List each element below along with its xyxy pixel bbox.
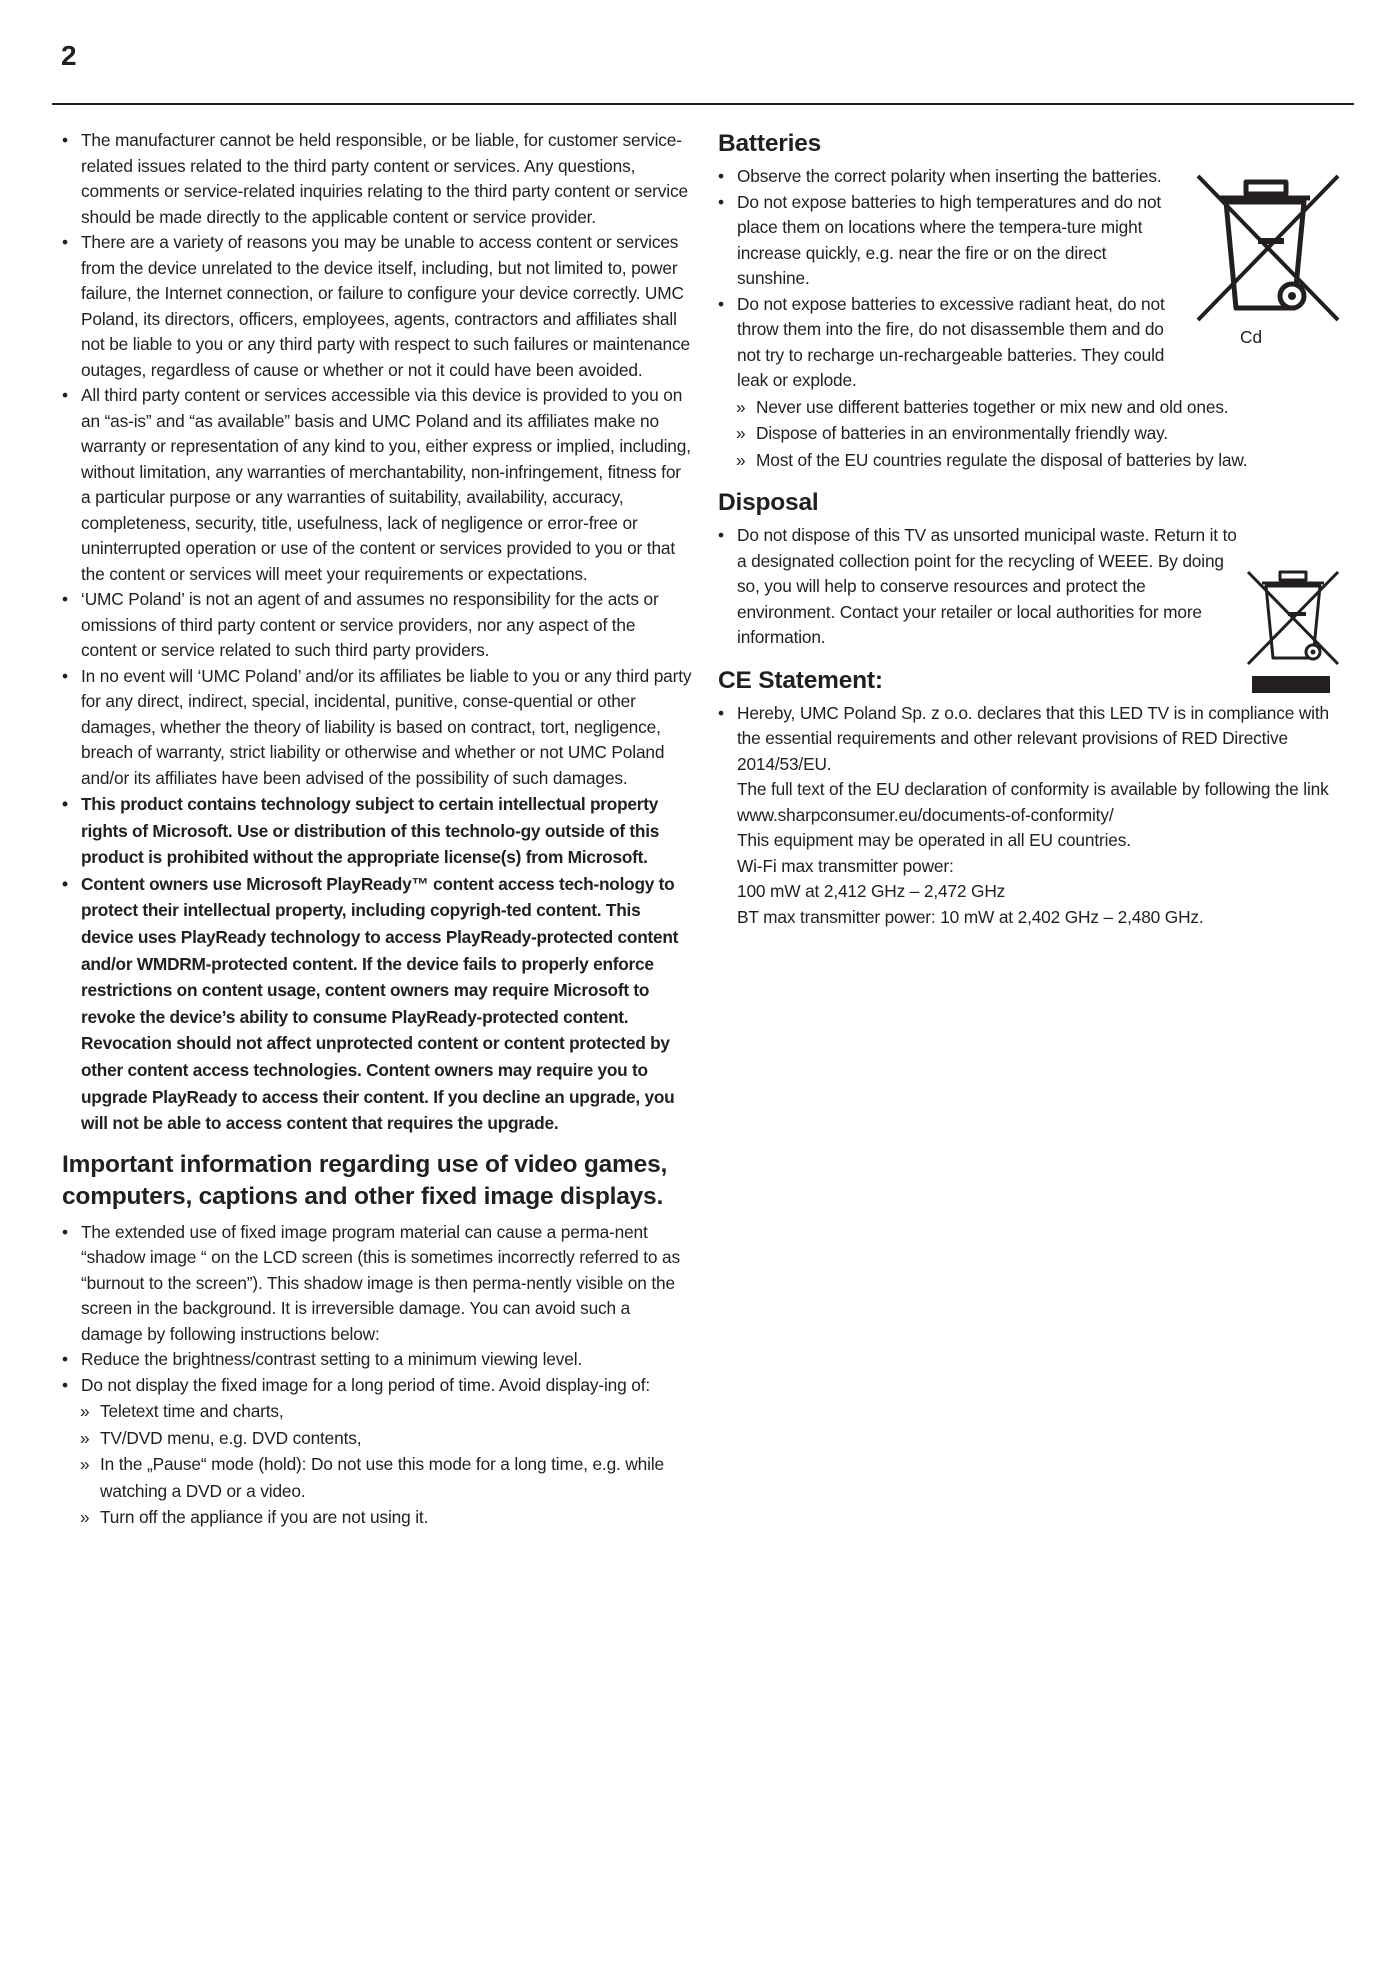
sub-list-item: » In the „Pause“ mode (hold): Do not use this mode for a long time, e.g. while watching a DVD or a video. xyxy=(62,1451,692,1504)
list-item: • Do not expose batteries to excessive radiant heat, do not throw them into the fire, do not disassemble them and do not try to recharge un-rechargeable batteries. They could leak or explode. xyxy=(718,292,1177,394)
list-item: • All third party content or services accessible via this device is provided to you on an “as-is” and “as available” basis and UMC Poland and its affiliates make no warranty or representation of any kind to you, either express or implied, including, without limitation, any warranties of merchantability, non-infringement, fitness for a particular purpose or any warranties of suitability, availability, accuracy, completeness, security, title, usefulness, lack of negligence or error-free or uninterrupted operation or use of the content or services provided to you or that the content or services will meet your requirements or expectations. xyxy=(62,383,692,587)
list-item: • The extended use of fixed image program material can cause a perma-nent “shadow image “ on the LCD screen (this is sometimes incorrectly referred to as “burnout to the screen”). This shadow image is then perma-nently visible on the screen in the background. It is irreversible damage. You can avoid such a damage by following instructions below: xyxy=(62,1220,692,1348)
disclaimer-list xyxy=(62,128,692,1137)
list-item-bold: • Content owners use Microsoft PlayReady™ content access tech-nology to protect their intellectual property, including copyrigh-ted content. This device uses PlayReady technology to access PlayReady-protected content and/or WMDRM-protected content. If the device fails to properly enforce restrictions on content usage, content owners may require Microsoft to revoke the device’s ability to consume PlayReady-protected content. Revocation should not affect unprotected content or content protected by other content access technologies. Content owners may require you to upgrade PlayReady to access their content. If you decline an upgrade, you will not be able to access content that requires the upgrade. xyxy=(62,871,692,1137)
list-item: • Do not display the fixed image for a long period of time. Avoid display-ing of: xyxy=(62,1373,692,1399)
cd-label: Cd xyxy=(1240,327,1263,347)
ce-line: Wi-Fi max transmitter power: xyxy=(737,855,954,876)
ce-line: 100 mW at 2,412 GHz – 2,472 GHz xyxy=(737,881,1006,901)
list-item: • Do not dispose of this TV as unsorted municipal waste. Return it to a designated collection point for the recycling of WEEE. By doing so, you will help to conserve resources and protect the environment. Contact your retailer or local authorities for more information. xyxy=(718,523,1237,651)
list-item: • There are a variety of reasons you may be unable to access content or services from the device unrelated to the device itself, including, but not limited to, power failure, the Internet connection, or failure to configure your device correctly. UMC Poland, its directors, officers, employees, agents, contractors and affiliates shall not be liable to you or any third party with respect to such failures or maintenance outages, regardless of cause or whether or not it could have been avoided. xyxy=(62,230,692,383)
sub-list-item: » Dispose of batteries in an environmentally friendly way. xyxy=(718,420,1348,447)
list-item: • Reduce the brightness/contrast setting to a minimum viewing level. xyxy=(62,1347,692,1373)
ce-line: BT max transmitter power: 10 mW at 2,402 GHz – 2,480 GHz. xyxy=(737,906,1204,927)
ce-line: • Hereby, UMC Poland Sp. z o.o. declares that this LED TV is in compliance with the essential requirements and other relevant provisions of RED Directive 2014/53/EU. xyxy=(737,702,1329,774)
list-item: • ‘UMC Poland’ is not an agent of and assumes no responsibility for the acts or omissions of third party content or service providers, nor any aspect of the content or service related to such third party providers. xyxy=(62,587,692,664)
sub-list-item: » TV/DVD menu, e.g. DVD contents, xyxy=(62,1425,692,1452)
fixed-image-list xyxy=(62,1220,692,1399)
list-item: • Do not expose batteries to high temperatures and do not place them on locations where the tempera-ture might increase quickly, e.g. near the fire or on the direct sunshine. xyxy=(718,190,1177,292)
left-column xyxy=(62,128,692,1531)
list-item: • In no event will ‘UMC Poland’ and/or its affiliates be liable to you or any third party for any direct, indirect, special, incidental, punitive, conse-quential or other damages, whether the theory of liability is based on contract, tort, negligence, breach of warranty, strict liability or otherwise and whether or not UMC Poland and/or its affiliates have been advised of the possibility of such damages. xyxy=(62,664,692,792)
ce-heading: CE Statement: xyxy=(718,666,883,694)
header-rule xyxy=(52,103,1354,105)
list-item xyxy=(718,701,1348,931)
sub-list-item: » Turn off the appliance if you are not using it. xyxy=(62,1504,692,1531)
fixed-image-heading: Important information regarding use of video games, computers, captions and other fixed image displays. xyxy=(62,1150,668,1211)
sub-list-item: » Most of the EU countries regulate the disposal of batteries by law. xyxy=(718,447,1348,474)
page-number: 2 xyxy=(61,40,77,71)
ce-list xyxy=(718,701,1348,931)
crossed-out-bin-icon xyxy=(1192,168,1344,350)
weee-bar xyxy=(1252,676,1330,693)
fixed-image-sublist xyxy=(62,1398,692,1531)
list-item-bold: • This product contains technology subject to certain intellectual property rights of Microsoft. Use or distribution of this technolo-gy outside of this product is prohibited without the appropriate license(s) from Microsoft. xyxy=(62,791,692,871)
list-item: • Observe the correct polarity when inserting the batteries. xyxy=(718,164,1177,190)
ce-line: The full text of the EU declaration of conformity is available by following the link www.sharpconsumer.eu/documents-of-conformity/ xyxy=(737,779,1329,825)
ce-line: This equipment may be operated in all EU countries. xyxy=(737,830,1131,850)
disposal-heading: Disposal xyxy=(718,489,819,516)
sub-list-item: » Teletext time and charts, xyxy=(62,1398,692,1425)
batteries-sublist xyxy=(718,394,1348,474)
batteries-heading: Batteries xyxy=(718,130,822,157)
list-item: • The manufacturer cannot be held responsible, or be liable, for customer service-related issues related to the third party content or services. Any questions, comments or service-related inquiries relating to the third party content or service should be made directly to the applicable content or service provider. xyxy=(62,128,692,230)
sub-list-item: » Never use different batteries together or mix new and old ones. xyxy=(718,394,1348,421)
